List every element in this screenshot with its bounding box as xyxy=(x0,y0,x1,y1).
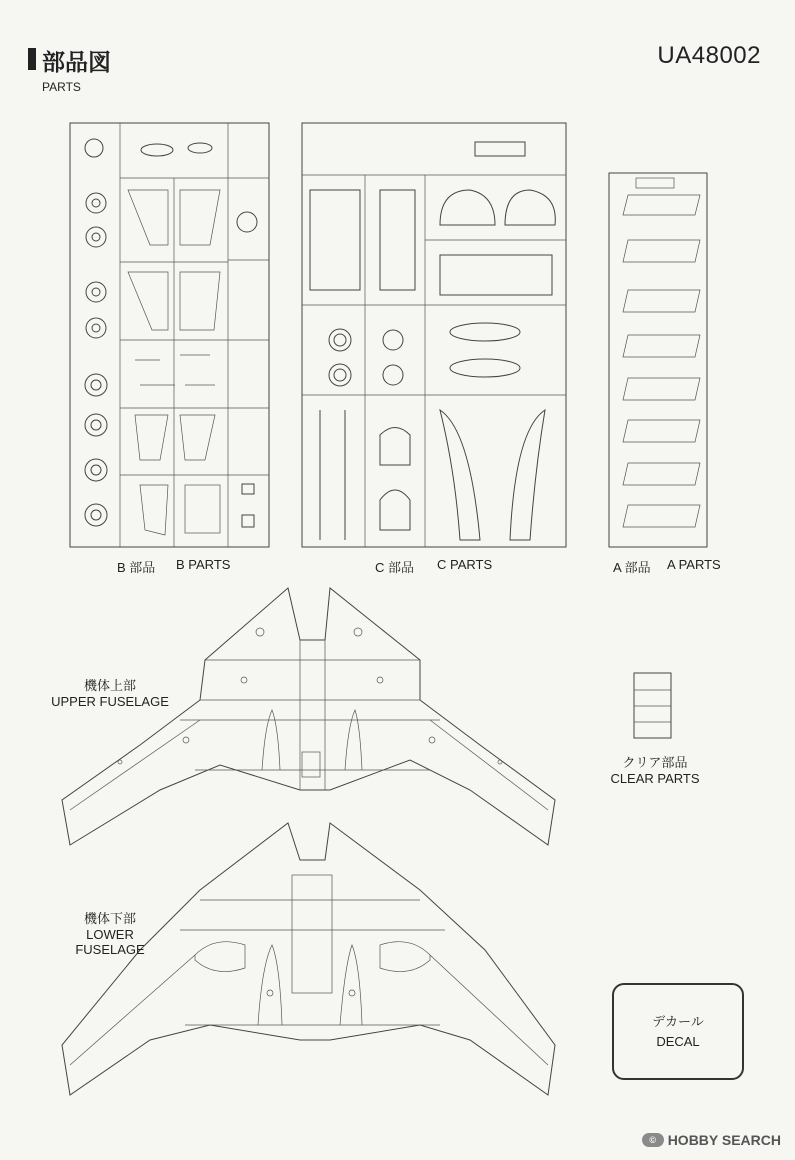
sprue-a xyxy=(609,173,707,547)
upper-fuselage-drawing xyxy=(62,588,555,845)
decal-label-en: DECAL xyxy=(656,1033,700,1049)
decal-label-jp: デカール xyxy=(652,1014,704,1029)
a-parts-label-jp: A 部品 xyxy=(613,560,651,575)
watermark xyxy=(642,1132,781,1148)
lower-fuselage-label-jp: 機体下部 xyxy=(83,911,136,926)
page-title: 部品図 xyxy=(42,50,111,76)
b-parts-label-en: B PARTS xyxy=(176,557,231,572)
c-parts-label-en: C PARTS xyxy=(437,557,493,572)
sprue-c xyxy=(302,123,566,547)
watermark-text: HOBBY SEARCH xyxy=(667,1132,781,1148)
sprue-b xyxy=(70,123,269,547)
clear-parts-label-en: CLEAR PARTS xyxy=(610,771,700,786)
upper-fuselage-label-jp: 機体上部 xyxy=(83,678,136,693)
clear-parts-drawing xyxy=(634,673,671,738)
clear-parts-label-jp: クリア部品 xyxy=(622,755,688,770)
b-parts-label-jp: B 部品 xyxy=(117,560,156,575)
copyright-icon: © xyxy=(642,1133,664,1147)
a-parts-label-en: A PARTS xyxy=(667,557,721,572)
c-parts-label-jp: C 部品 xyxy=(375,560,415,575)
product-code: UA48002 xyxy=(657,42,761,69)
page-subtitle: PARTS xyxy=(42,80,81,94)
lower-fuselage-label-en: LOWER FUSELAGE xyxy=(75,927,145,957)
decal-box xyxy=(612,983,744,1080)
upper-fuselage-label-en: UPPER FUSELAGE xyxy=(51,694,169,709)
lower-fuselage-drawing xyxy=(62,823,555,1095)
